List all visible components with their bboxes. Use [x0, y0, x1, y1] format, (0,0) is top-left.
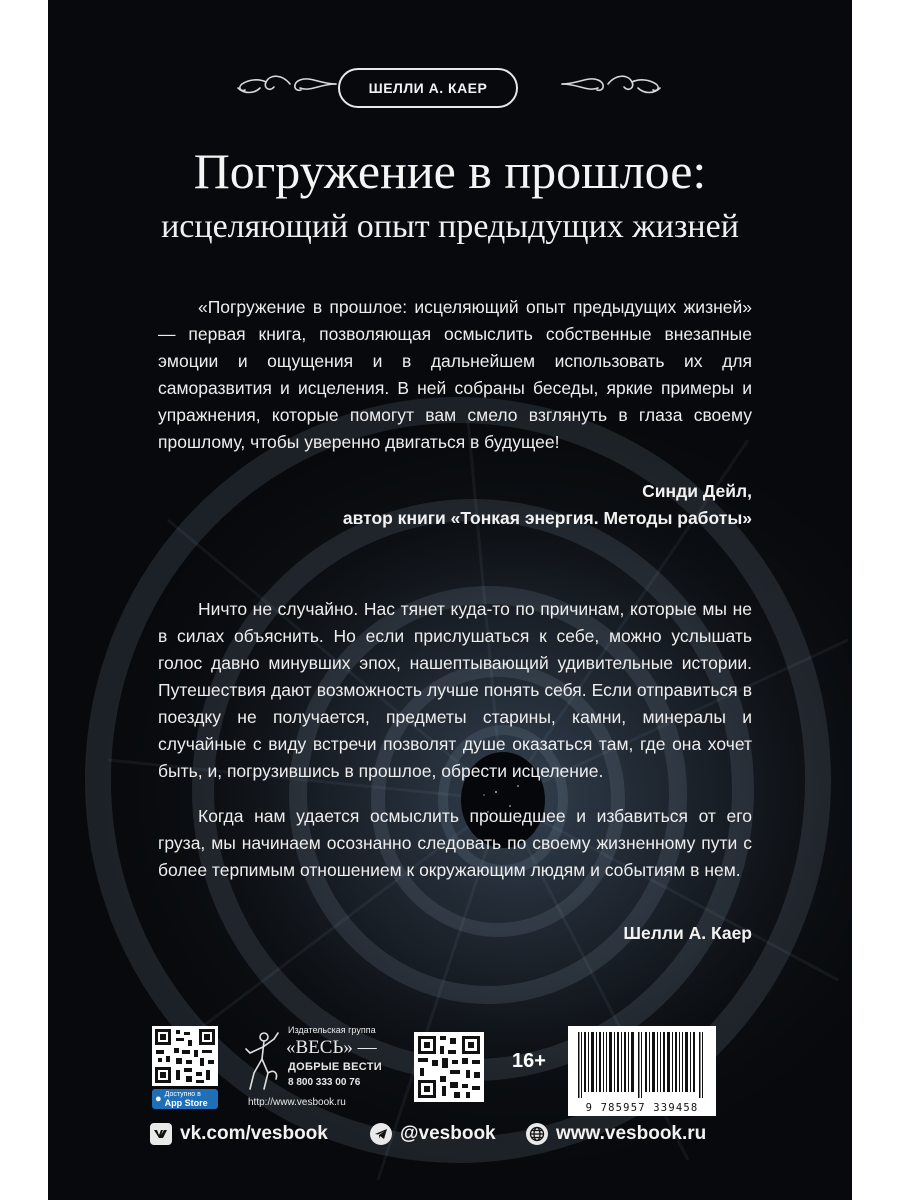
book-back-cover: [48, 0, 852, 1200]
social-telegram[interactable]: [370, 1120, 496, 1148]
publisher-logo-icon: [242, 1029, 282, 1093]
blurb-signature-role: автор книги «Тонкая энергия. Методы работы»: [342, 508, 752, 528]
blurb-signature-name: Синди Дейл,: [642, 481, 752, 501]
app-store-line2: App Store: [164, 1098, 208, 1108]
publisher-name: «ВЕСЬ» —: [286, 1037, 377, 1058]
blurb-paragraph: «Погружение в прошлое: исцеляющий опыт предыдущих жизней» — первая книга, позволяющая осмыслить собственные внезапные эмоции и ощущения и в дальнейшем использовать их для саморазвития и исцеления. В ней собраны беседы, яркие примеры и упражнения, которые помогут вам смело взглянуть в глаза своему прошлому, чтобы уверенно двигаться в будущее!: [158, 297, 752, 452]
apple-icon: ●: [155, 1093, 162, 1105]
book-subtitle: исцеляющий опыт предыдущих жизней: [161, 208, 739, 245]
age-rating: 16+: [512, 1050, 546, 1072]
description-paragraph-2: Когда нам удается осмыслить прошедшее и избавиться от его груза, мы начинаем осознанно следовать по своему жизненному пути с более терпимым отношением к окружающим людям и событиям в нем.: [158, 806, 752, 880]
social-vk[interactable]: [150, 1120, 328, 1148]
globe-icon: [526, 1123, 548, 1145]
publisher-url[interactable]: http://www.vesbook.ru: [248, 1097, 346, 1108]
vk-icon: [150, 1123, 172, 1145]
author-badge: ШЕЛЛИ А. КАЕР: [338, 68, 518, 108]
social-web[interactable]: [526, 1120, 706, 1148]
isbn-barcode: [568, 1026, 716, 1116]
app-store-badge[interactable]: [152, 1089, 218, 1109]
book-qr-code[interactable]: [414, 1032, 484, 1102]
description-paragraph-1: Ничто не случайно. Нас тянет куда-то по причинам, которые мы не в силах объяснить. Но если прислушаться к себе, можно услышать голос давно минувших эпох, нашептывающий удивительные истории. Путешествия дают возможность лучше понять себя. Если отправиться в поездку не получается, предметы старины, камни, минералы и случайные с виду встречи позволят душе оказаться там, где она хочет быть, и, погрузившись в прошлое, обрести исцеление.: [158, 599, 752, 781]
vk-link[interactable]: vk.com/vesbook: [180, 1123, 328, 1144]
publisher-group-label: Издательская группа: [288, 1025, 376, 1035]
publisher-block: [240, 1025, 390, 1117]
web-link[interactable]: www.vesbook.ru: [556, 1123, 707, 1144]
barcode-bars: [568, 1026, 716, 1100]
publisher-phone: 8 800 333 00 76: [288, 1077, 361, 1088]
book-title: Погружение в прошлое:: [193, 143, 707, 199]
left-ornament-icon: [230, 66, 340, 102]
telegram-icon: [370, 1123, 392, 1145]
isbn-number: 9 785957 339458: [585, 1102, 699, 1114]
app-qr-code[interactable]: [152, 1026, 218, 1086]
telegram-link[interactable]: @vesbook: [400, 1123, 496, 1144]
app-store-line1: Доступно в: [164, 1091, 201, 1098]
right-ornament-icon: [558, 66, 668, 102]
author-signature: Шелли А. Каер: [623, 923, 752, 943]
publisher-subname: ДОБРЫЕ ВЕСТИ: [288, 1061, 382, 1073]
